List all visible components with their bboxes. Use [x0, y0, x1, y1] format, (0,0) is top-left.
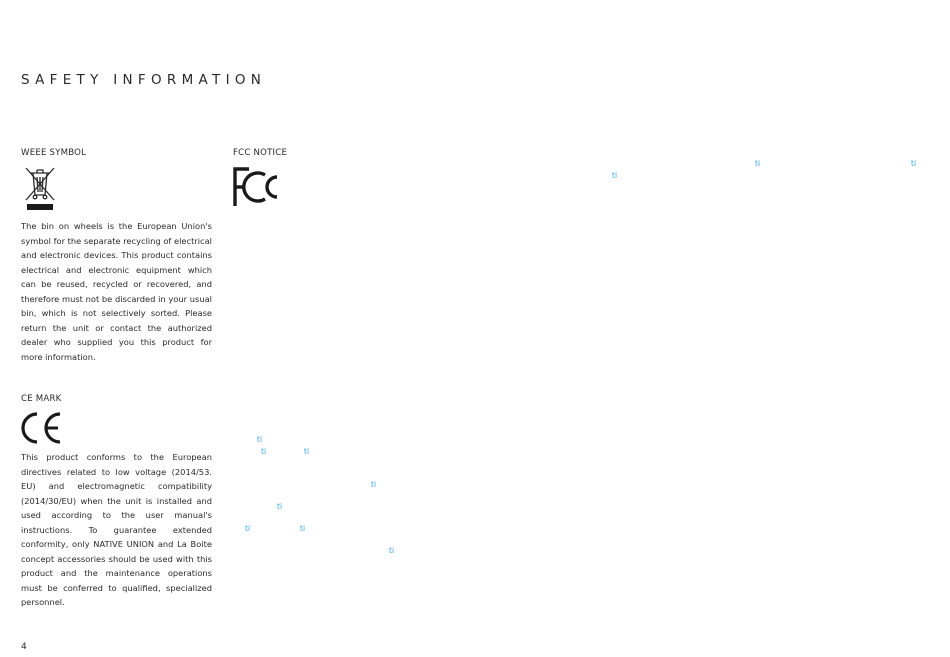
ligature-fragment: ti	[257, 435, 263, 444]
ligature-fragment: ti	[755, 159, 761, 168]
ce-mark-icon	[21, 412, 65, 444]
ligature-fragment: ti	[300, 524, 306, 533]
ligature-fragment: ti	[389, 546, 395, 555]
fcc-logo-icon	[233, 167, 283, 207]
weee-body-text: The bin on wheels is the European Union's symbol for the separate recycling of electrical and electronic devices. This product contains electrical and electronic equipment which can be reused, recycled or recovered, and therefore must not be discarded in your usual bin, which is not selectively sorted. Please return the unit or contact the authorized dealer who supplied you this product for more information.	[21, 221, 212, 362]
page-title: SAFETY INFORMATION	[21, 72, 267, 88]
ce-body-text: This product conforms to the European directives related to low voltage (2014/53. EU) and electromagnetic compatibility (2014/30/EU) when the unit is installed and used according to the user manual's instructions. To guarantee extended conformity, only NATIVE UNION and La Boite concept accessories should be used with this product and the maintenance operations must be conferred to qualified, specialized personnel.	[21, 452, 212, 607]
ligature-fragment: ti	[261, 447, 267, 456]
page-number: 4	[21, 642, 27, 652]
weee-heading: WEEE SYMBOL	[21, 148, 87, 158]
crossed-out-wheelie-bin-icon	[22, 165, 58, 211]
ligature-fragment: ti	[612, 171, 618, 180]
ligature-fragment: ti	[911, 159, 917, 168]
ligature-fragment: ti	[304, 447, 310, 456]
ligature-fragment: ti	[245, 524, 251, 533]
fcc-heading: FCC NOTICE	[233, 148, 288, 158]
ligature-fragment: ti	[277, 502, 283, 511]
ce-heading: CE MARK	[21, 394, 62, 404]
ligature-fragment: ti	[371, 480, 377, 489]
